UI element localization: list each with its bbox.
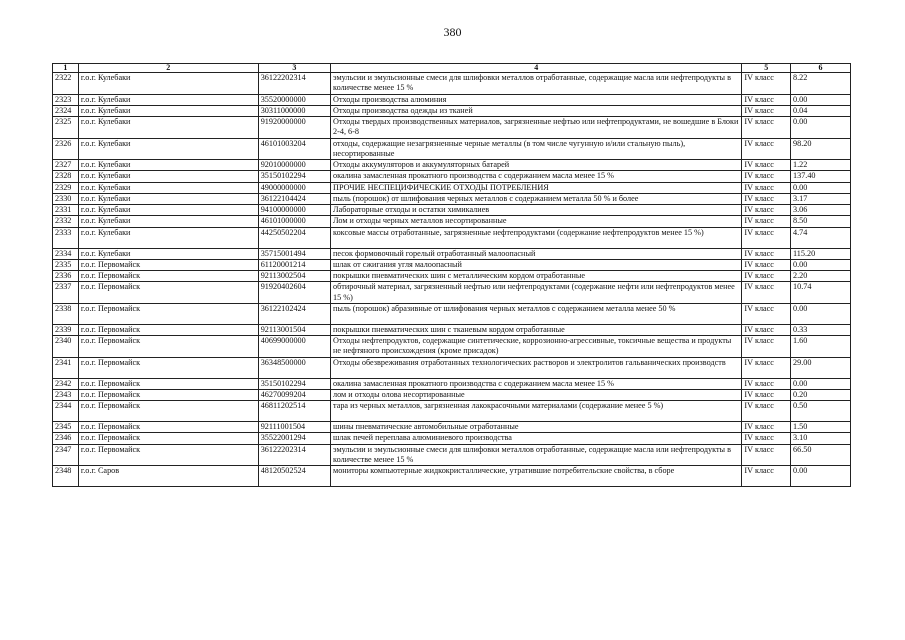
waste-name: эмульсии и эмульсионные смеси для шлифовки металлов отработанные, содержащие масла или нефтепродукты в количестве менее 15 % — [331, 73, 742, 95]
waste-amount: 0.04 — [791, 105, 851, 116]
column-header: 3 — [258, 64, 330, 73]
table-row — [53, 160, 851, 171]
waste-amount: 0.33 — [791, 324, 851, 335]
hazard-class: IV класс — [742, 444, 791, 466]
hazard-class: IV класс — [742, 259, 791, 270]
waste-amount: 0.00 — [791, 303, 851, 324]
table-row — [53, 422, 851, 433]
waste-amount: 2.20 — [791, 271, 851, 282]
settlement-name: г.о.г. Первомайск — [78, 336, 258, 358]
waste-name: ПРОЧИЕ НЕСПЕЦИФИЧЕСКИЕ ОТХОДЫ ПОТРЕБЛЕНИЯ — [331, 182, 742, 193]
hazard-class: IV класс — [742, 389, 791, 400]
row-number: 2336 — [53, 271, 79, 282]
waste-amount: 137.40 — [791, 171, 851, 182]
table-row — [53, 378, 851, 389]
waste-name: Лабораторные отходы и остатки химикалиев — [331, 205, 742, 216]
table-row — [53, 171, 851, 182]
table-row — [53, 357, 851, 378]
page-number: 380 — [443, 25, 462, 39]
settlement-name: г.о.г. Кулебаки — [78, 193, 258, 204]
table-row — [53, 324, 851, 335]
column-header: 1 — [53, 64, 79, 73]
waste-code: 35150102294 — [258, 171, 330, 182]
waste-name: окалина замасленная прокатного производства с содержанием масла менее 15 % — [331, 171, 742, 182]
waste-name: Отходы обезвреживания отработанных технологических растворов и электролитов гальванических производств — [331, 357, 742, 378]
waste-table — [52, 63, 851, 487]
row-number: 2330 — [53, 193, 79, 204]
settlement-name: г.о.г. Кулебаки — [78, 216, 258, 227]
waste-code: 92111001504 — [258, 422, 330, 433]
waste-amount: 29.00 — [791, 357, 851, 378]
waste-name: отходы, содержащие незагрязненные черные металлы (в том числе чугунную и/или стальную пыль), несортированные — [331, 138, 742, 160]
settlement-name: г.о.г. Первомайск — [78, 357, 258, 378]
row-number: 2326 — [53, 138, 79, 160]
settlement-name: г.о.г. Первомайск — [78, 303, 258, 324]
row-number: 2345 — [53, 422, 79, 433]
waste-name: Лом и отходы черных металлов несортированные — [331, 216, 742, 227]
table-row — [53, 401, 851, 422]
settlement-name: г.о.г. Кулебаки — [78, 138, 258, 160]
waste-code: 35715001494 — [258, 248, 330, 259]
settlement-name: г.о.г. Кулебаки — [78, 205, 258, 216]
column-header: 6 — [791, 64, 851, 73]
waste-amount: 115.20 — [791, 248, 851, 259]
settlement-name: г.о.г. Первомайск — [78, 282, 258, 304]
settlement-name: г.о.г. Первомайск — [78, 271, 258, 282]
waste-code: 92113001504 — [258, 324, 330, 335]
settlement-name: г.о.г. Саров — [78, 466, 258, 487]
table-row — [53, 282, 851, 304]
hazard-class: IV класс — [742, 422, 791, 433]
waste-name: покрышки пневматических шин с металлическим кордом отработанные — [331, 271, 742, 282]
table-row — [53, 193, 851, 204]
table-row — [53, 444, 851, 466]
table-row — [53, 73, 851, 95]
waste-code: 94100000000 — [258, 205, 330, 216]
hazard-class: IV класс — [742, 73, 791, 95]
row-number: 2334 — [53, 248, 79, 259]
waste-code: 92113002504 — [258, 271, 330, 282]
table-row — [53, 389, 851, 400]
table-row — [53, 205, 851, 216]
row-number: 2344 — [53, 401, 79, 422]
waste-code: 30311000000 — [258, 105, 330, 116]
table-row — [53, 105, 851, 116]
waste-code: 48120502524 — [258, 466, 330, 487]
waste-amount: 0.00 — [791, 259, 851, 270]
waste-code: 91920402604 — [258, 282, 330, 304]
table-row — [53, 227, 851, 248]
settlement-name: г.о.г. Кулебаки — [78, 73, 258, 95]
waste-code: 36122202314 — [258, 73, 330, 95]
row-number: 2342 — [53, 378, 79, 389]
row-number: 2335 — [53, 259, 79, 270]
waste-code: 46101000000 — [258, 216, 330, 227]
waste-name: Отходы аккумуляторов и аккумуляторных батарей — [331, 160, 742, 171]
hazard-class: IV класс — [742, 105, 791, 116]
hazard-class: IV класс — [742, 193, 791, 204]
hazard-class: IV класс — [742, 248, 791, 259]
row-number: 2333 — [53, 227, 79, 248]
waste-name: покрышки пневматических шин с тканевым кордом отработанные — [331, 324, 742, 335]
table-body — [53, 73, 851, 487]
waste-code: 36122104424 — [258, 193, 330, 204]
waste-amount: 10.74 — [791, 282, 851, 304]
settlement-name: г.о.г. Первомайск — [78, 433, 258, 444]
table-row — [53, 117, 851, 139]
waste-name: обтирочный материал, загрязненный нефтью или нефтепродуктами (содержание нефти или нефтепродуктов менее 15 %) — [331, 282, 742, 304]
waste-amount: 3.17 — [791, 193, 851, 204]
waste-name: пыль (порошок) абразивные от шлифования черных металлов с содержанием металла менее 50 % — [331, 303, 742, 324]
waste-amount: 0.00 — [791, 117, 851, 139]
waste-amount: 0.20 — [791, 389, 851, 400]
waste-amount: 1.22 — [791, 160, 851, 171]
waste-code: 46101003204 — [258, 138, 330, 160]
waste-code: 36122202314 — [258, 444, 330, 466]
waste-amount: 0.00 — [791, 182, 851, 193]
hazard-class: IV класс — [742, 433, 791, 444]
row-number: 2329 — [53, 182, 79, 193]
waste-code: 92010000000 — [258, 160, 330, 171]
waste-name: мониторы компьютерные жидкокристаллические, утратившие потребительские свойства, в сборе — [331, 466, 742, 487]
waste-name: Отходы нефтепродуктов, содержащие синтетические, коррозионно-агрессивные, токсичные вещества и продукты не нефтяного происхождения (кроме присадок) — [331, 336, 742, 358]
waste-name: шины пневматические автомобильные отработанные — [331, 422, 742, 433]
settlement-name: г.о.г. Первомайск — [78, 324, 258, 335]
hazard-class: IV класс — [742, 324, 791, 335]
waste-amount: 0.50 — [791, 401, 851, 422]
row-number: 2325 — [53, 117, 79, 139]
waste-amount: 66.50 — [791, 444, 851, 466]
waste-amount: 1.60 — [791, 336, 851, 358]
table-row — [53, 182, 851, 193]
hazard-class: IV класс — [742, 94, 791, 105]
waste-code: 36348500000 — [258, 357, 330, 378]
row-number: 2343 — [53, 389, 79, 400]
waste-code: 49000000000 — [258, 182, 330, 193]
hazard-class: IV класс — [742, 466, 791, 487]
waste-amount: 0.00 — [791, 378, 851, 389]
settlement-name: г.о.г. Кулебаки — [78, 160, 258, 171]
row-number: 2331 — [53, 205, 79, 216]
row-number: 2322 — [53, 73, 79, 95]
settlement-name: г.о.г. Кулебаки — [78, 182, 258, 193]
waste-code: 46270099204 — [258, 389, 330, 400]
row-number: 2341 — [53, 357, 79, 378]
row-number: 2348 — [53, 466, 79, 487]
hazard-class: IV класс — [742, 138, 791, 160]
table-row — [53, 138, 851, 160]
row-number: 2339 — [53, 324, 79, 335]
row-number: 2346 — [53, 433, 79, 444]
settlement-name: г.о.г. Первомайск — [78, 422, 258, 433]
row-number: 2328 — [53, 171, 79, 182]
row-number: 2327 — [53, 160, 79, 171]
waste-name: шлак от сжигания угля малоопасный — [331, 259, 742, 270]
hazard-class: IV класс — [742, 205, 791, 216]
row-number: 2338 — [53, 303, 79, 324]
waste-code: 40699000000 — [258, 336, 330, 358]
waste-code: 61120001214 — [258, 259, 330, 270]
waste-name: тара из черных металлов, загрязненная лакокрасочными материалами (содержание менее 5 %) — [331, 401, 742, 422]
hazard-class: IV класс — [742, 171, 791, 182]
table-row — [53, 94, 851, 105]
settlement-name: г.о.г. Кулебаки — [78, 117, 258, 139]
waste-name: лом и отходы олова несортированные — [331, 389, 742, 400]
settlement-name: г.о.г. Первомайск — [78, 259, 258, 270]
settlement-name: г.о.г. Кулебаки — [78, 227, 258, 248]
settlement-name: г.о.г. Первомайск — [78, 378, 258, 389]
table-row — [53, 216, 851, 227]
row-number: 2323 — [53, 94, 79, 105]
waste-amount: 8.22 — [791, 73, 851, 95]
row-number: 2347 — [53, 444, 79, 466]
waste-amount: 3.06 — [791, 205, 851, 216]
waste-code: 35520000000 — [258, 94, 330, 105]
waste-code: 44250502204 — [258, 227, 330, 248]
waste-name: Отходы производства одежды из тканей — [331, 105, 742, 116]
hazard-class: IV класс — [742, 216, 791, 227]
table-row — [53, 248, 851, 259]
waste-code: 46811202514 — [258, 401, 330, 422]
settlement-name: г.о.г. Кулебаки — [78, 171, 258, 182]
hazard-class: IV класс — [742, 378, 791, 389]
settlement-name: г.о.г. Кулебаки — [78, 94, 258, 105]
hazard-class: IV класс — [742, 282, 791, 304]
column-header: 2 — [78, 64, 258, 73]
settlement-name: г.о.г. Кулебаки — [78, 105, 258, 116]
waste-amount: 8.50 — [791, 216, 851, 227]
waste-amount: 0.00 — [791, 94, 851, 105]
waste-name: Отходы твердых производственных материалов, загрязненные нефтью или нефтепродуктами, не вошедшие в Блоки 2-4, 6-8 — [331, 117, 742, 139]
hazard-class: IV класс — [742, 357, 791, 378]
hazard-class: IV класс — [742, 401, 791, 422]
waste-name: окалина замасленная прокатного производства с содержанием масла менее 15 % — [331, 378, 742, 389]
hazard-class: IV класс — [742, 160, 791, 171]
settlement-name: г.о.г. Первомайск — [78, 389, 258, 400]
row-number: 2324 — [53, 105, 79, 116]
row-number: 2337 — [53, 282, 79, 304]
hazard-class: IV класс — [742, 336, 791, 358]
waste-amount: 4.74 — [791, 227, 851, 248]
waste-amount: 1.50 — [791, 422, 851, 433]
waste-name: коксовые массы отработанные, загрязненные нефтепродуктами (содержание нефтепродуктов менее 15 %) — [331, 227, 742, 248]
waste-name: песок формовочный горелый отработанный малоопасный — [331, 248, 742, 259]
waste-name: Отходы производства алюминия — [331, 94, 742, 105]
hazard-class: IV класс — [742, 117, 791, 139]
waste-name: пыль (порошок) от шлифования черных металлов с содержанием металла 50 % и более — [331, 193, 742, 204]
settlement-name: г.о.г. Первомайск — [78, 444, 258, 466]
waste-amount: 0.00 — [791, 466, 851, 487]
hazard-class: IV класс — [742, 271, 791, 282]
waste-code: 35150102294 — [258, 378, 330, 389]
waste-code: 91920000000 — [258, 117, 330, 139]
table-row — [53, 336, 851, 358]
table-row — [53, 433, 851, 444]
waste-code: 35522001294 — [258, 433, 330, 444]
waste-code: 36122102424 — [258, 303, 330, 324]
hazard-class: IV класс — [742, 227, 791, 248]
column-header: 5 — [742, 64, 791, 73]
row-number: 2340 — [53, 336, 79, 358]
settlement-name: г.о.г. Первомайск — [78, 401, 258, 422]
hazard-class: IV класс — [742, 303, 791, 324]
settlement-name: г.о.г. Кулебаки — [78, 248, 258, 259]
table-row — [53, 259, 851, 270]
waste-name: эмульсии и эмульсионные смеси для шлифовки металлов отработанные, содержащие масла или нефтепродукты в количестве менее 15 % — [331, 444, 742, 466]
table-row — [53, 303, 851, 324]
table-row — [53, 466, 851, 487]
table-row — [53, 271, 851, 282]
waste-name: шлак печей переплава алюминиевого производства — [331, 433, 742, 444]
column-header: 4 — [331, 64, 742, 73]
hazard-class: IV класс — [742, 182, 791, 193]
waste-amount: 3.10 — [791, 433, 851, 444]
row-number: 2332 — [53, 216, 79, 227]
table-header-row — [53, 64, 851, 73]
waste-amount: 98.20 — [791, 138, 851, 160]
